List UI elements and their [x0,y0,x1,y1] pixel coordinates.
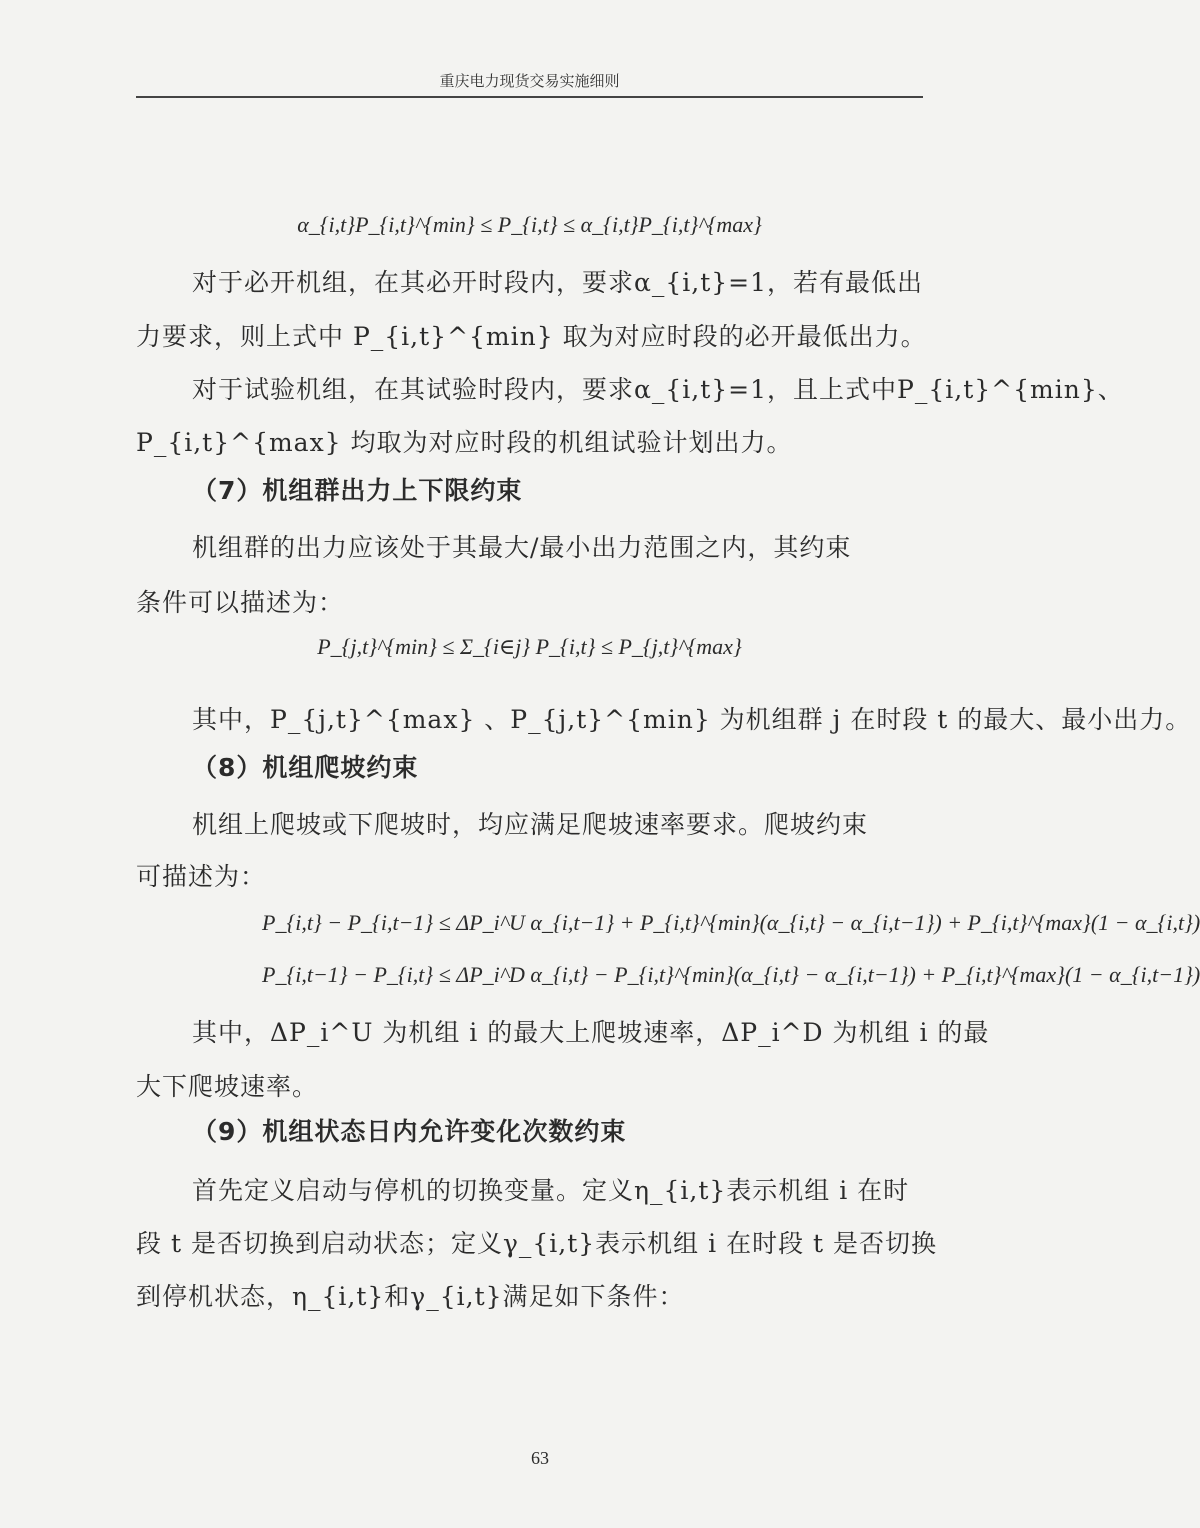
para-group-definition: 其中，P_{j,t}^{max} 、P_{j,t}^{min} 为机组群 j 在时段 t 的最大、最小出力。 [192,705,1192,734]
section-7-heading: （7）机组群出力上下限约束 [192,476,523,505]
para-switch-line-2: 段 t 是否切换到启动状态；定义γ_{i,t}表示机组 i 在时段 t 是否切换 [136,1229,938,1258]
para-must-run-line-2: 力要求，则上式中 P_{i,t}^{min} 取为对应时段的必开最低出力。 [136,322,927,351]
para-switch-line-1: 首先定义启动与停机的切换变量。定义η_{i,t}表示机组 i 在时 [192,1176,910,1205]
formula-ramp-down: P_{i,t−1} − P_{i,t} ≤ ΔP_i^D α_{i,t} − P_{i,t}^{min}(α_{i,t} − α_{i,t−1}) + P_{i,t}^{max}(1 − α_{i,t−1}) [262,962,1200,987]
section-9-heading: （9）机组状态日内允许变化次数约束 [192,1117,627,1146]
para-test-unit-line-1: 对于试验机组，在其试验时段内，要求α_{i,t}=1，且上式中P_{i,t}^{min}、 [192,375,1124,404]
formula-group-bounds: P_{j,t}^{min} ≤ Σ_{i∈j} P_{i,t} ≤ P_{j,t}^{max} [317,634,742,659]
page-number: 63 [531,1448,549,1468]
para-ramp-line-1: 机组上爬坡或下爬坡时，均应满足爬坡速率要求。爬坡约束 [192,810,869,839]
para-group-line-1: 机组群的出力应该处于其最大/最小出力范围之内，其约束 [192,533,852,562]
para-must-run-line-1: 对于必开机组，在其必开时段内，要求α_{i,t}=1，若有最低出 [192,268,924,297]
para-test-unit-line-2: P_{i,t}^{max} 均取为对应时段的机组试验计划出力。 [136,428,793,457]
section-8-heading: （8）机组爬坡约束 [192,753,419,782]
running-header: 重庆电力现货交易实施细则 [439,72,620,90]
para-ramp-def-line-1: 其中，ΔP_i^U 为机组 i 的最大上爬坡速率，ΔP_i^D 为机组 i 的最 [192,1018,990,1047]
para-ramp-def-line-2: 大下爬坡速率。 [136,1072,319,1101]
para-ramp-line-2: 可描述为： [136,862,267,891]
para-switch-line-3: 到停机状态，η_{i,t}和γ_{i,t}满足如下条件： [136,1282,685,1311]
header-divider [136,96,923,98]
formula-ramp-up: P_{i,t} − P_{i,t−1} ≤ ΔP_i^U α_{i,t−1} + P_{i,t}^{min}(α_{i,t} − α_{i,t−1}) + P_{i,t}^{max}(1 − α_{i,t}) [262,910,1200,935]
formula-output-bounds: α_{i,t}P_{i,t}^{min} ≤ P_{i,t} ≤ α_{i,t}P_{i,t}^{max} [297,212,762,237]
para-group-line-2: 条件可以描述为： [136,588,345,617]
